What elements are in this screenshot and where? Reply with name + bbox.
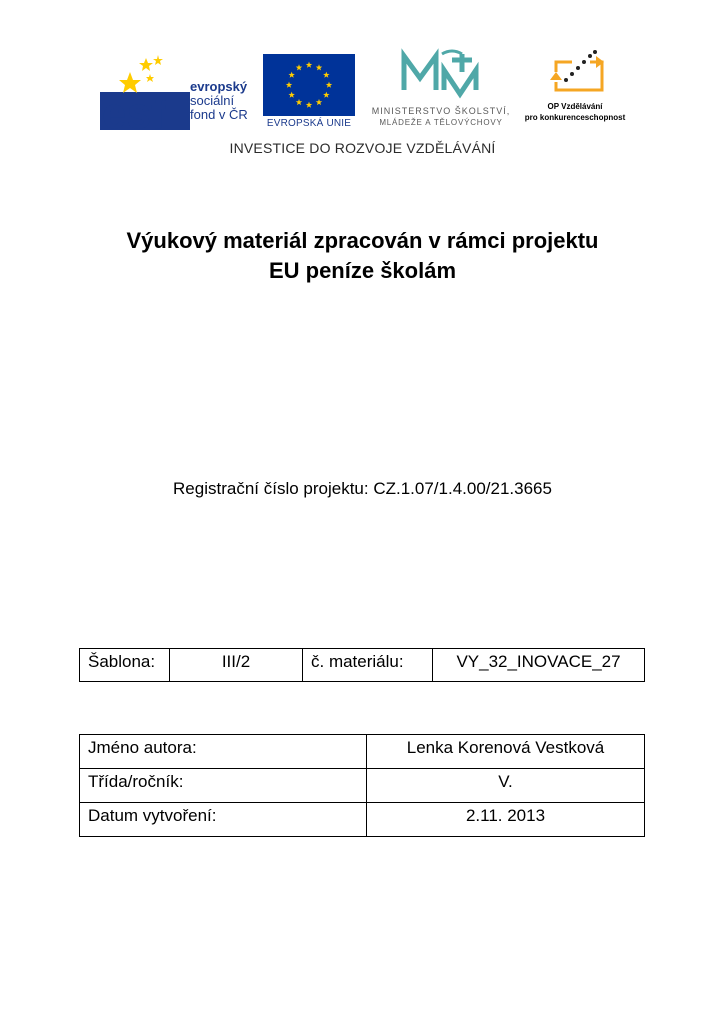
investice-slogan: INVESTICE DO ROZVOJE VZDĚLÁVÁNÍ [229,140,496,156]
op-emblem-icon [520,50,630,100]
date-label: Datum vytvoření: [80,803,367,837]
op-logo [520,50,630,132]
esf-line1: evropský [190,79,248,94]
author-value: Lenka Korenová Vestková [367,735,645,769]
table-row [80,803,645,837]
title-line1: Výukový materiál zpracován v rámci projektu [126,228,599,253]
msmt-line1: MINISTERSTVO ŠKOLSTVÍ, [371,106,511,116]
table-row [80,649,645,682]
class-label: Třída/ročník: [80,769,367,803]
esf-line2: sociální [190,93,235,108]
msmt-line2: MLÁDEŽE A TĚLOVÝCHOVY [379,118,503,127]
material-value: VY_32_INOVACE_27 [433,649,645,682]
date-value: 2.11. 2013 [367,803,645,837]
esf-brand: esf [102,89,166,130]
document-title [0,226,725,286]
material-label: č. materiálu: [303,649,433,682]
sablona-label: Šablona: [80,649,170,682]
sablona-value: III/2 [170,649,303,682]
registration-number: Registrační číslo projektu: CZ.1.07/1.4.00/21.3665 [173,479,552,498]
author-table [79,734,645,837]
op-line2: pro konkurenceschopnost [524,113,626,122]
msmt-logo [362,48,520,132]
eu-logo [263,54,355,130]
esf-line3: fond v ČR [190,107,248,122]
table-row [80,735,645,769]
op-line1: OP Vzdělávání [547,102,603,111]
class-value: V. [367,769,645,803]
title-line2: EU peníze školám [268,258,457,283]
table-row [80,769,645,803]
template-table [79,648,645,682]
eu-flag-icon [263,54,355,116]
esf-emblem-icon [100,52,190,130]
eu-caption: EVROPSKÁ UNIE [266,118,352,129]
msmt-emblem-icon [362,48,520,104]
author-label: Jméno autora: [80,735,367,769]
esf-logo [100,52,260,130]
